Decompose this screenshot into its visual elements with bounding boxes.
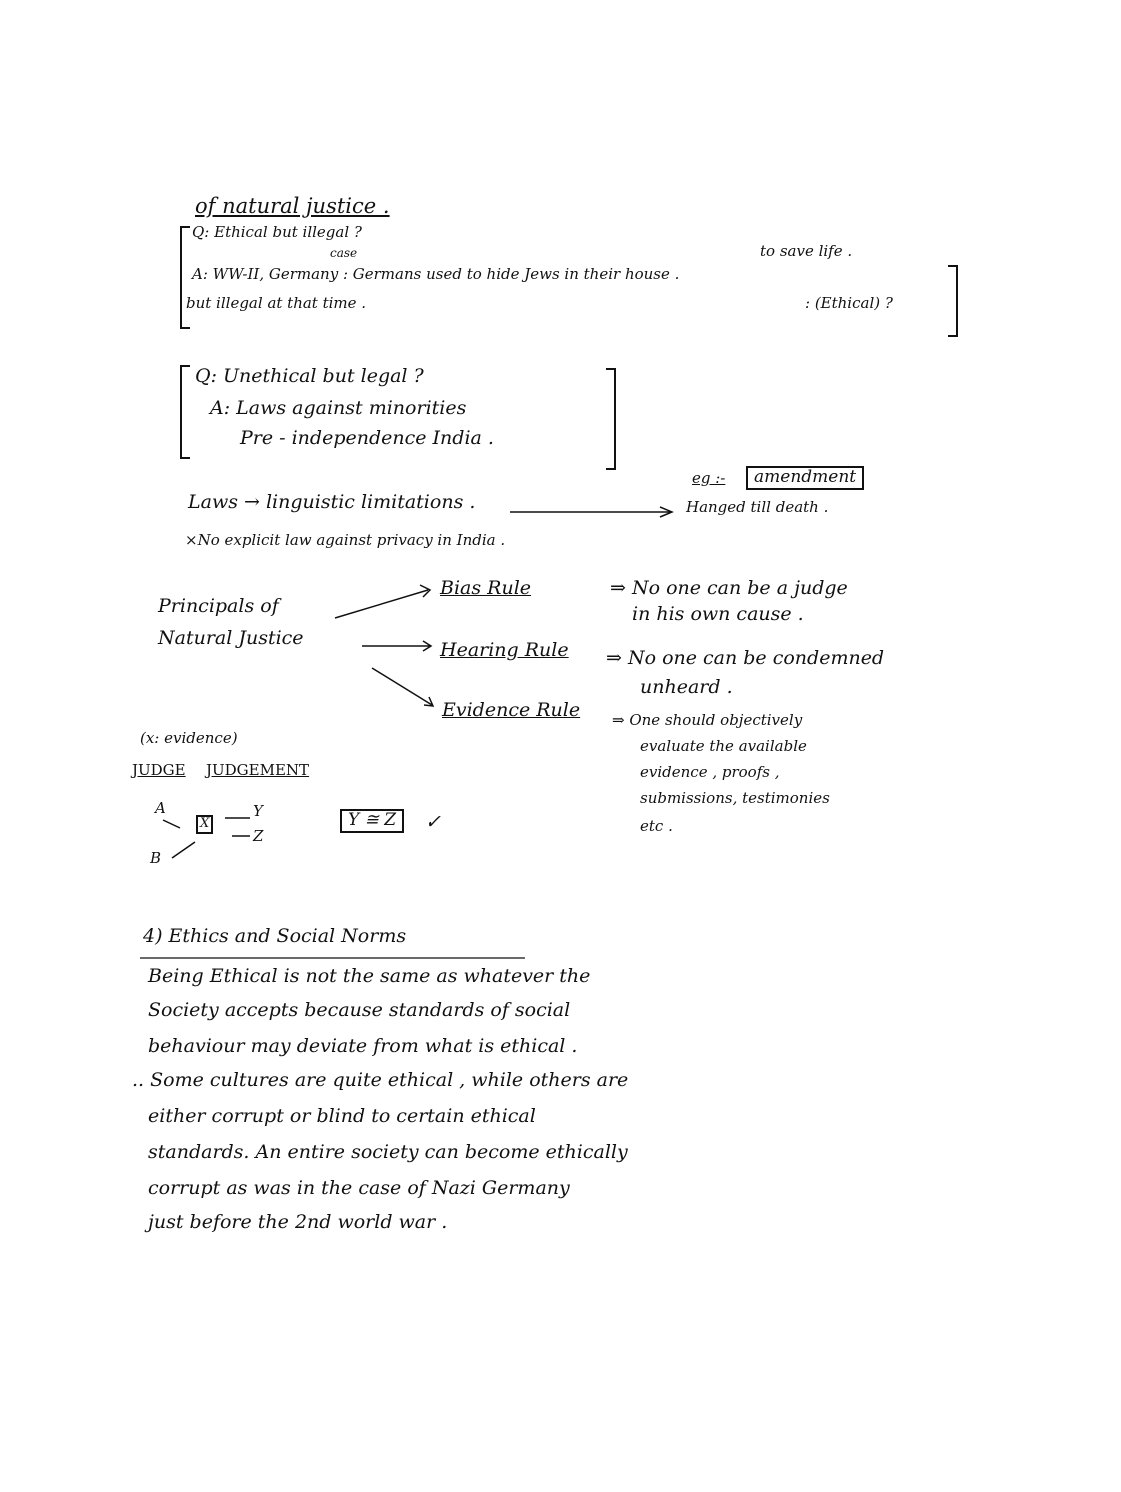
rule-evidence-desc-5: etc . [640,817,673,835]
arrow-x-yz [225,818,250,836]
rule-evidence-desc-2: evaluate the available [640,737,807,755]
section-heading: of natural justice . [195,194,390,218]
label-y: Y [253,802,263,820]
rule-bias: Bias Rule [440,577,532,599]
question-1: Q: Ethical but illegal ? [192,223,362,241]
equation-box: Y ≅ Z [340,809,404,833]
answer-1: A: WW-II, Germany : Germans used to hide Jews in their house . [192,265,680,283]
section4-line: just before the 2nd world war . [148,1211,448,1233]
rule-evidence-desc-1: ⇒ One should objectively [612,711,803,729]
section4-line: behaviour may deviate from what is ethical . [148,1035,578,1057]
rule-bias-desc-1: ⇒ No one can be a judge [610,577,848,599]
label-x: X [196,815,213,834]
arrow-bias [335,585,430,618]
answer-2-line1: A: Laws against minorities [210,397,467,419]
rule-evidence-desc-4: submissions, testimonies [640,789,830,807]
privacy-line: ×No explicit law against privacy in India . [185,531,506,549]
principles-title-2: Natural Justice [158,627,304,649]
question-2: Q: Unethical but legal ? [195,365,424,387]
answer-1-line2: but illegal at that time . [186,294,367,312]
hanged-note: Hanged till death . [686,498,829,516]
amendment-box: amendment [746,466,864,490]
arrow-evidence [372,668,433,706]
section4-line: Being Ethical is not the same as whatever the [148,965,591,987]
rule-evidence: Evidence Rule [442,699,581,721]
evidence-note: (x: evidence) [140,729,238,747]
rule-bias-desc-2: in his own cause . [632,603,804,625]
answer-2-line2: Pre - independence India . [240,427,494,449]
ethical-note: : (Ethical) ? [805,294,893,312]
section4-line: standards. An entire society can become ethically [148,1141,628,1163]
judgement-label: JUDGEMENT [206,761,310,779]
laws-line: Laws → linguistic limitations . [188,491,476,513]
arrow-hearing [362,641,431,651]
section4-line: either corrupt or blind to certain ethical [148,1105,536,1127]
eg-label: eg :- [692,469,726,487]
check-mark: ✓ [425,811,441,833]
arrow-a-b [163,820,195,858]
rule-hearing-desc-2: unheard . [640,676,733,698]
section4-line: Society accepts because standards of social [148,999,571,1021]
label-z: Z [253,827,264,845]
label-a: A [155,799,166,817]
rule-evidence-desc-3: evidence , proofs , [640,763,780,781]
judge-label: JUDGE [132,761,186,779]
section4-title: 4) Ethics and Social Norms [143,925,407,947]
rule-hearing-desc-1: ⇒ No one can be condemned [606,647,885,669]
note-save-life: to save life . [760,242,853,260]
rule-hearing: Hearing Rule [440,639,569,661]
label-b: B [150,849,162,867]
section4-line: .. Some cultures are quite ethical , while others are [132,1069,629,1091]
insert-note: case [330,246,358,260]
section4-line: corrupt as was in the case of Nazi Germany [148,1177,570,1199]
arrow-hanged [510,507,672,517]
principles-title-1: Principals of [158,595,279,617]
